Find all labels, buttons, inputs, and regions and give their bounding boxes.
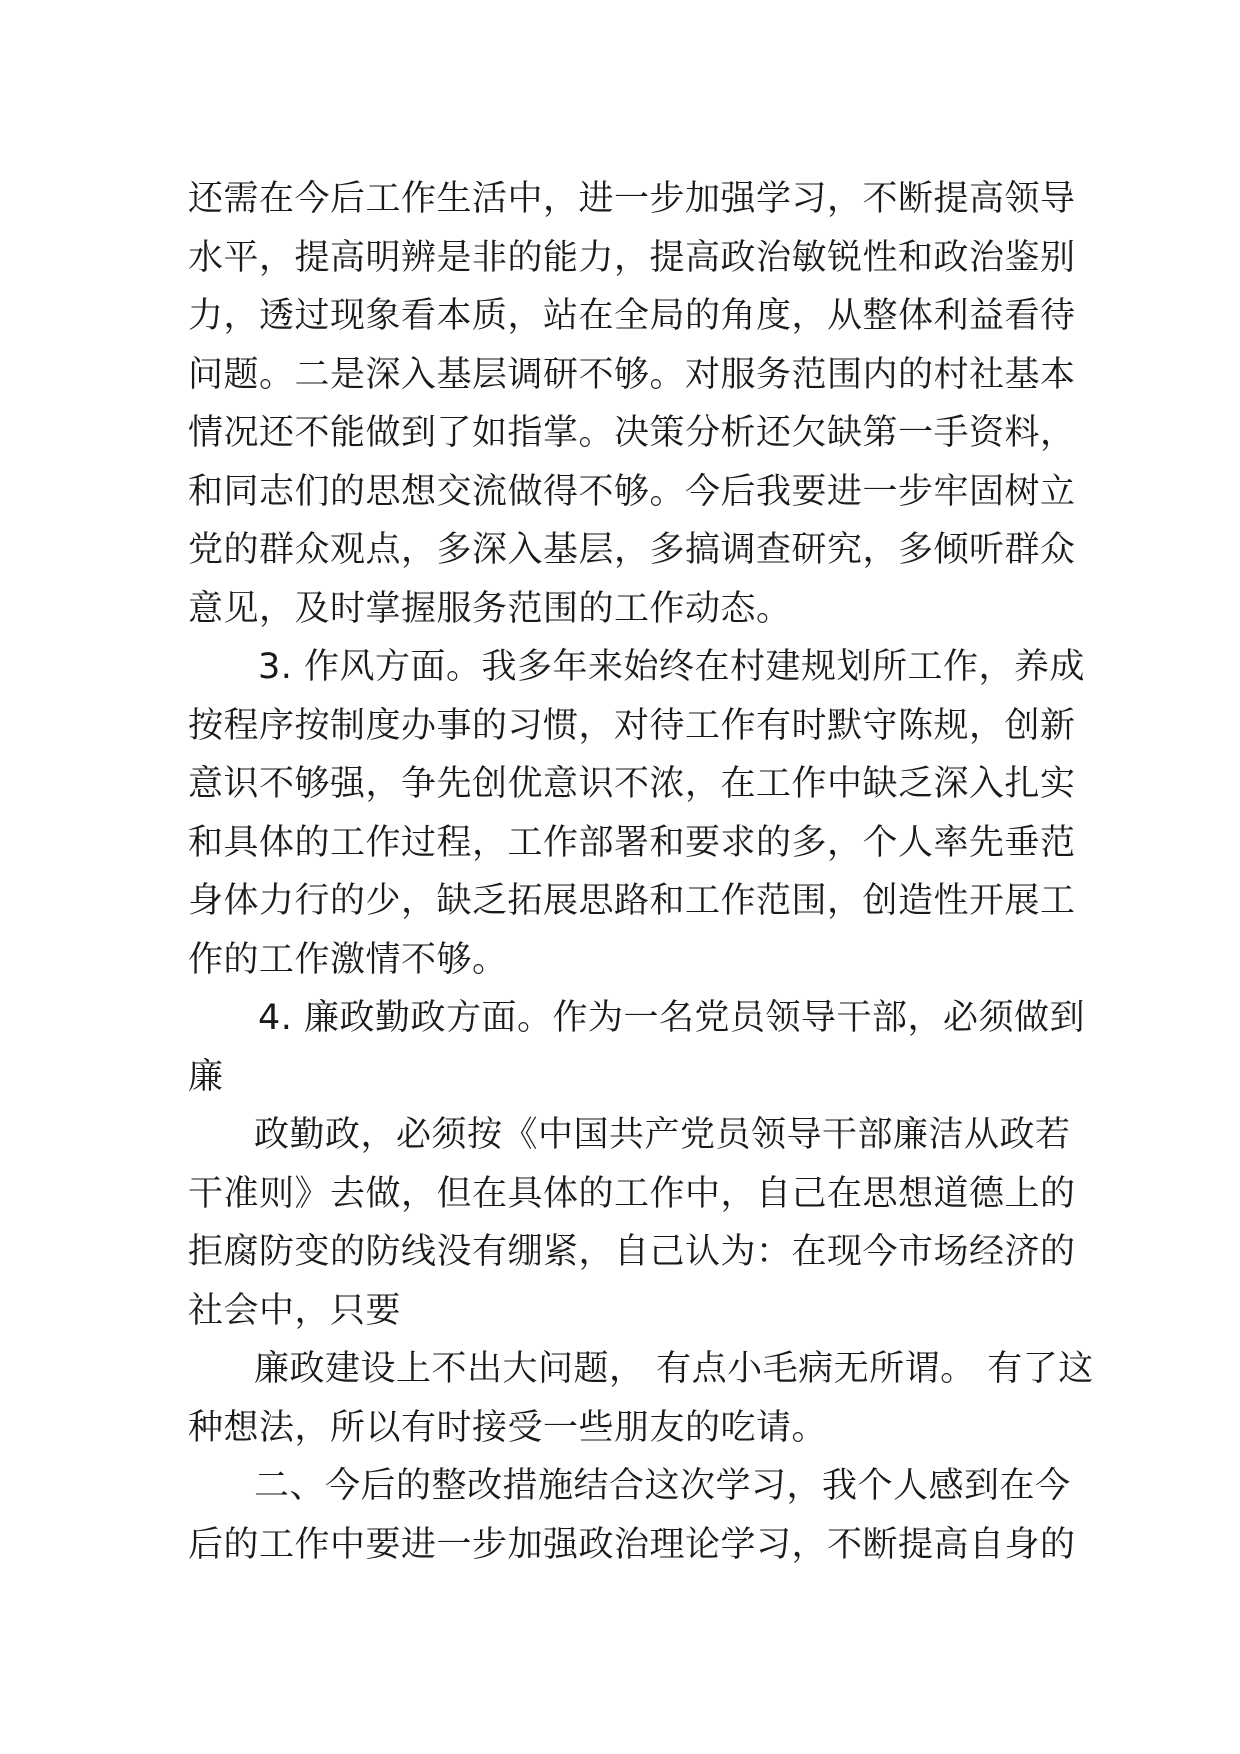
section-heading-style: 3. 作风方面。我多年来始终在村建规划所工作，养成 — [258, 647, 1086, 687]
text-line: 意见，及时掌握服务范围的工作动态。 — [188, 588, 792, 629]
text-line: 和同志们的思想交流做得不够。今后我要进一步牢固树立 — [188, 471, 1076, 512]
text-line: 身体力行的少，缺乏拓展思路和工作范围，创造性开展工 — [188, 881, 1076, 921]
text-line: 问题。二是深入基层调研不够。对服务范围内的村社基本 — [188, 354, 1076, 395]
text-line: 力，透过现象看本质，站在全局的角度，从整体利益看待 — [188, 296, 1076, 336]
text-line: 社会中，只要 — [188, 1290, 402, 1331]
text-line: 还需在今后工作生活中，进一步加强学习，不断提高领导 — [188, 179, 1076, 219]
paragraph-start: 政勤政，必须按《中国共产党员领导干部廉洁从政若 — [254, 1115, 1071, 1155]
text-line: 党的群众观点，多深入基层，多搞调查研究，多倾听群众 — [188, 530, 1076, 570]
text-line: 水平，提高明辨是非的能力，提高政治敏锐性和政治鉴别 — [188, 237, 1076, 278]
text-line: 和具体的工作过程，工作部署和要求的多，个人率先垂范 — [188, 822, 1076, 863]
section-heading-integrity: 4. 廉政勤政方面。作为一名党员领导干部，必须做到 — [258, 998, 1086, 1038]
text-line: 按程序按制度办事的习惯，对待工作有时默守陈规，创新 — [188, 705, 1076, 746]
text-line: 意识不够强，争先创优意识不浓，在工作中缺乏深入扎实 — [188, 764, 1076, 804]
text-line: 种想法，所以有时接受一些朋友的吃请。 — [188, 1407, 828, 1448]
text-line: 情况还不能做到了如指掌。决策分析还欠缺第一手资料， — [188, 413, 1076, 453]
text-line: 干准则》去做，但在具体的工作中，自己在思想道德上的 — [188, 1173, 1076, 1214]
text-line: 廉 — [188, 1056, 224, 1097]
text-line: 拒腐防变的防线没有绷紧，自己认为：在现今市场经济的 — [188, 1232, 1076, 1272]
body-text — [188, 170, 1094, 1574]
text-line: 后的工作中要进一步加强政治理论学习，不断提高自身的 — [188, 1524, 1076, 1565]
section-heading-rectification: 二、今后的整改措施结合这次学习，我个人感到在今 — [254, 1466, 1071, 1506]
text-line: 作的工作激情不够。 — [188, 939, 508, 980]
paragraph-start: 廉政建设上不出大问题， 有点小毛病无所谓。 有了这 — [254, 1349, 1094, 1389]
